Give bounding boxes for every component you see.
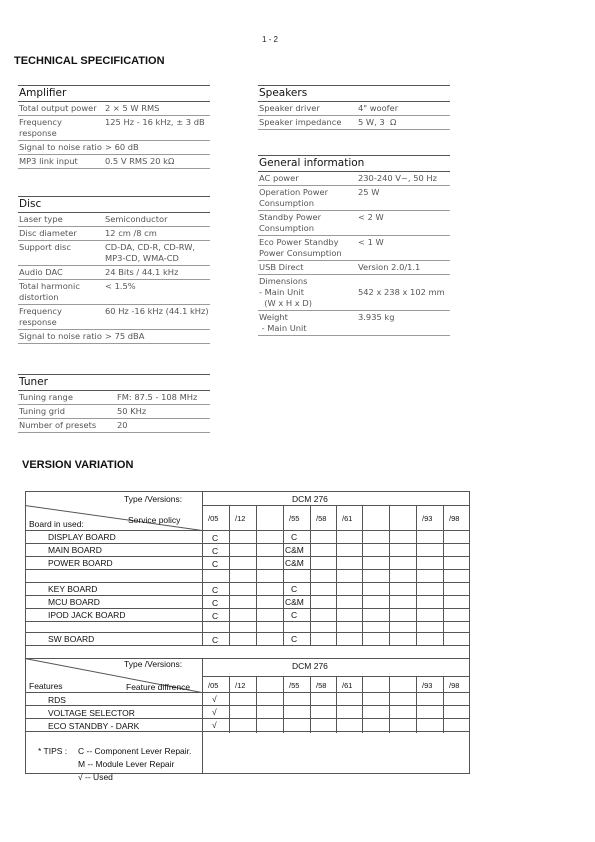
spec-label: Tuning range	[19, 392, 73, 402]
version-column-header: /55	[289, 514, 300, 523]
spec-value: 24 Bits / 44.1 kHz	[105, 267, 179, 277]
spec-value: 5 W, 3 Ω	[358, 117, 397, 127]
spec-value: < 2 W	[358, 212, 384, 222]
feature-used-cell: √	[212, 707, 217, 717]
version-column-header: /61	[342, 681, 353, 690]
spec-value: 3.935 kg	[358, 312, 395, 322]
spec-label: Tuning grid	[19, 406, 66, 416]
table-line	[25, 692, 469, 693]
version-column-header: /55	[289, 681, 300, 690]
version-variation-title: VERSION VARIATION	[22, 459, 134, 471]
version-column-header: /05	[208, 514, 219, 523]
spec-label: Number of presets	[19, 420, 97, 430]
spec-value: 4" woofer	[358, 103, 399, 113]
spec-label: Total output power	[19, 103, 97, 113]
features-label: Features	[29, 681, 63, 691]
table-line	[25, 645, 469, 646]
board-row-name: MAIN BOARD	[48, 545, 102, 555]
table-line	[25, 543, 469, 544]
table-border	[469, 491, 470, 774]
service-policy-cell: C	[291, 634, 298, 644]
spec-value: 50 KHz	[117, 406, 147, 416]
tuner-title: Tuner	[18, 374, 210, 391]
page-number: 1 - 2	[262, 35, 279, 44]
board-row-name: IPOD JACK BOARD	[48, 610, 126, 620]
spec-value: 125 Hz - 16 kHz, ± 3 dB	[105, 117, 205, 127]
speakers-title: Speakers	[258, 85, 450, 102]
table-line	[25, 582, 469, 583]
table-line	[389, 505, 390, 645]
service-policy-cell: C	[291, 610, 298, 620]
spec-value: 25 W	[358, 187, 380, 197]
spec-value: > 75 dBA	[105, 331, 145, 341]
table-line	[25, 632, 469, 633]
tips-line: √ -- Used	[78, 772, 113, 782]
version-column-header: /98	[449, 681, 460, 690]
spec-label: USB Direct	[259, 262, 304, 272]
feature-difference-label: Feature diffrence	[126, 682, 191, 692]
board-row-name: KEY BOARD	[48, 584, 98, 594]
amplifier-title: Amplifier	[18, 85, 210, 102]
spec-value: < 1.5%	[105, 281, 136, 291]
spec-value: Version 2.0/1.1	[358, 262, 421, 272]
spec-value: 542 x 238 x 102 mm	[358, 287, 445, 297]
spec-value: 20	[117, 420, 128, 430]
table-line	[283, 505, 284, 645]
disc-title: Disc	[18, 196, 210, 213]
spec-label: Dimensions - Main Unit (W x H x D)	[259, 276, 312, 308]
table-line	[25, 595, 469, 596]
spec-label: Operation Power Consumption	[259, 187, 329, 208]
spec-label: Disc diameter	[19, 228, 77, 238]
spec-value: < 1 W	[358, 237, 384, 247]
table-line	[25, 705, 469, 706]
spec-value: 0.5 V RMS 20 kΩ	[105, 156, 175, 166]
board-row-name: MCU BOARD	[48, 597, 100, 607]
spec-label: Eco Power Standby Power Consumption	[259, 237, 342, 258]
spec-value: 12 cm /8 cm	[105, 228, 157, 238]
table-line	[25, 658, 469, 659]
spec-label: Standby Power Consumption	[259, 212, 322, 233]
spec-label: MP3 link input	[19, 156, 78, 166]
feature-row-name: VOLTAGE SELECTOR	[48, 708, 135, 718]
model-label: DCM 276	[292, 661, 328, 671]
spec-value: CD-DA, CD-R, CD-RW, MP3-CD, WMA-CD	[105, 242, 196, 263]
technical-specification-title: TECHNICAL SPECIFICATION	[14, 55, 165, 67]
spec-label: Laser type	[19, 214, 63, 224]
table-line	[443, 505, 444, 645]
service-policy-cell: C	[212, 635, 219, 645]
table-line	[25, 621, 469, 622]
table-line	[25, 569, 469, 570]
service-policy-cell: C	[212, 533, 219, 543]
version-column-header: /58	[316, 681, 327, 690]
service-policy-cell: C&M	[285, 558, 304, 568]
service-policy-cell: C	[212, 546, 219, 556]
table-line	[25, 718, 469, 719]
service-policy-cell: C	[212, 559, 219, 569]
version-column-header: /93	[422, 681, 433, 690]
spec-value: 60 Hz -16 kHz (44.1 kHz)	[105, 306, 209, 316]
table-line	[25, 608, 469, 609]
service-policy-cell: C	[291, 532, 298, 542]
spec-value: 2 × 5 W RMS	[105, 103, 160, 113]
feature-row-name: RDS	[48, 695, 66, 705]
table-line	[256, 505, 257, 645]
board-row-name: SW BOARD	[48, 634, 95, 644]
board-row-name: DISPLAY BOARD	[48, 532, 116, 542]
type-versions-label: Type /Versions:	[124, 494, 183, 504]
version-column-header: /12	[235, 681, 246, 690]
feature-used-cell: √	[212, 694, 217, 704]
type-versions-label: Type /Versions:	[124, 659, 183, 669]
tips-line: M -- Module Lever Repair	[78, 759, 175, 769]
service-policy-cell: C&M	[285, 545, 304, 555]
feature-used-cell: √	[212, 720, 217, 730]
table-line	[416, 505, 417, 645]
service-policy-cell: C	[212, 611, 219, 621]
spec-label: Signal to noise ratio	[19, 331, 102, 341]
version-column-header: /05	[208, 681, 219, 690]
version-column-header: /61	[342, 514, 353, 523]
spec-label: Signal to noise ratio	[19, 142, 102, 152]
service-policy-cell: C	[212, 585, 219, 595]
spec-label: Frequency response	[19, 306, 62, 327]
tips-line: C -- Component Lever Repair.	[78, 746, 192, 756]
version-column-header: /93	[422, 514, 433, 523]
version-column-header: /12	[235, 514, 246, 523]
version-column-header: /98	[449, 514, 460, 523]
service-policy-cell: C	[212, 598, 219, 608]
spec-label: Speaker impedance	[259, 117, 342, 127]
board-row-name: POWER BOARD	[48, 558, 113, 568]
table-line	[362, 505, 363, 645]
spec-value: Semiconductor	[105, 214, 168, 224]
service-policy-cell: C&M	[285, 597, 304, 607]
spec-label: AC power	[259, 173, 299, 183]
spec-value: FM: 87.5 - 108 MHz	[117, 392, 198, 402]
spec-label: Audio DAC	[19, 267, 63, 277]
tips-prefix: * TIPS :	[38, 746, 68, 756]
board-in-used-label: Board in used:	[29, 519, 84, 529]
spec-label: Total harmonic distortion	[19, 281, 80, 302]
spec-label: Speaker driver	[259, 103, 320, 113]
table-line	[25, 556, 469, 557]
spec-label: Support disc	[19, 242, 71, 252]
table-border	[25, 491, 469, 492]
feature-row-name: ECO STANDBY - DARK	[48, 721, 140, 731]
service-policy-cell: C	[291, 584, 298, 594]
spec-value: 230-240 V~, 50 Hz	[358, 173, 437, 183]
table-line	[25, 731, 469, 732]
general-information-title: General information	[258, 155, 450, 172]
spec-value: > 60 dB	[105, 142, 139, 152]
table-line	[310, 505, 311, 645]
spec-label: Weight - Main Unit	[259, 312, 307, 333]
table-line	[229, 505, 230, 645]
model-label: DCM 276	[292, 494, 328, 504]
version-column-header: /58	[316, 514, 327, 523]
table-line	[336, 505, 337, 645]
table-line	[25, 530, 469, 531]
spec-label: Frequency response	[19, 117, 62, 138]
service-policy-label: Service policy	[128, 515, 181, 525]
